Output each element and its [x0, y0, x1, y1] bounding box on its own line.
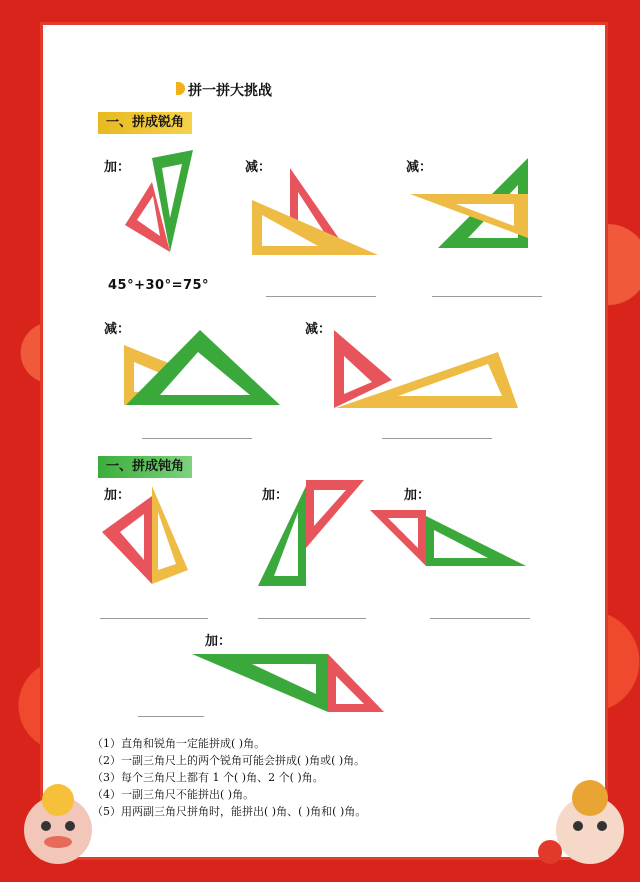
label-add-5: 加： [205, 634, 232, 649]
label-sub-2: 减： [406, 160, 433, 175]
question-1: （1）直角和锐角一定能拼成( )角。 [92, 737, 266, 750]
example-equation: 45°+30°=75° [108, 278, 210, 293]
page-title: 拼一拼大挑战 [188, 83, 272, 99]
label-add-4: 加： [404, 488, 431, 503]
section-obtuse-heading: 一、拼成钝角 [98, 456, 192, 478]
lion-mascot-right [538, 780, 624, 864]
question-3: （3）每个三角尺上都有 1 个( )角、2 个( )角。 [92, 771, 324, 784]
label-sub-3: 减： [104, 322, 131, 337]
label-sub-4: 减： [305, 322, 332, 337]
label-add-3: 加： [262, 488, 289, 503]
label-add-1: 加： [104, 160, 131, 175]
question-4: （4）一副三角尺不能拼出( )角。 [92, 788, 255, 801]
lion-mascot-left [24, 784, 92, 864]
label-sub-1: 减： [245, 160, 272, 175]
question-2: （2）一副三角尺上的两个锐角可能会拼成( )角或( )角。 [92, 754, 366, 767]
section-acute-heading: 一、拼成锐角 [98, 112, 192, 134]
label-add-2: 加： [104, 488, 131, 503]
question-5: （5）用两副三角尺拼角时，能拼出( )角、( )角和( )角。 [92, 805, 367, 818]
